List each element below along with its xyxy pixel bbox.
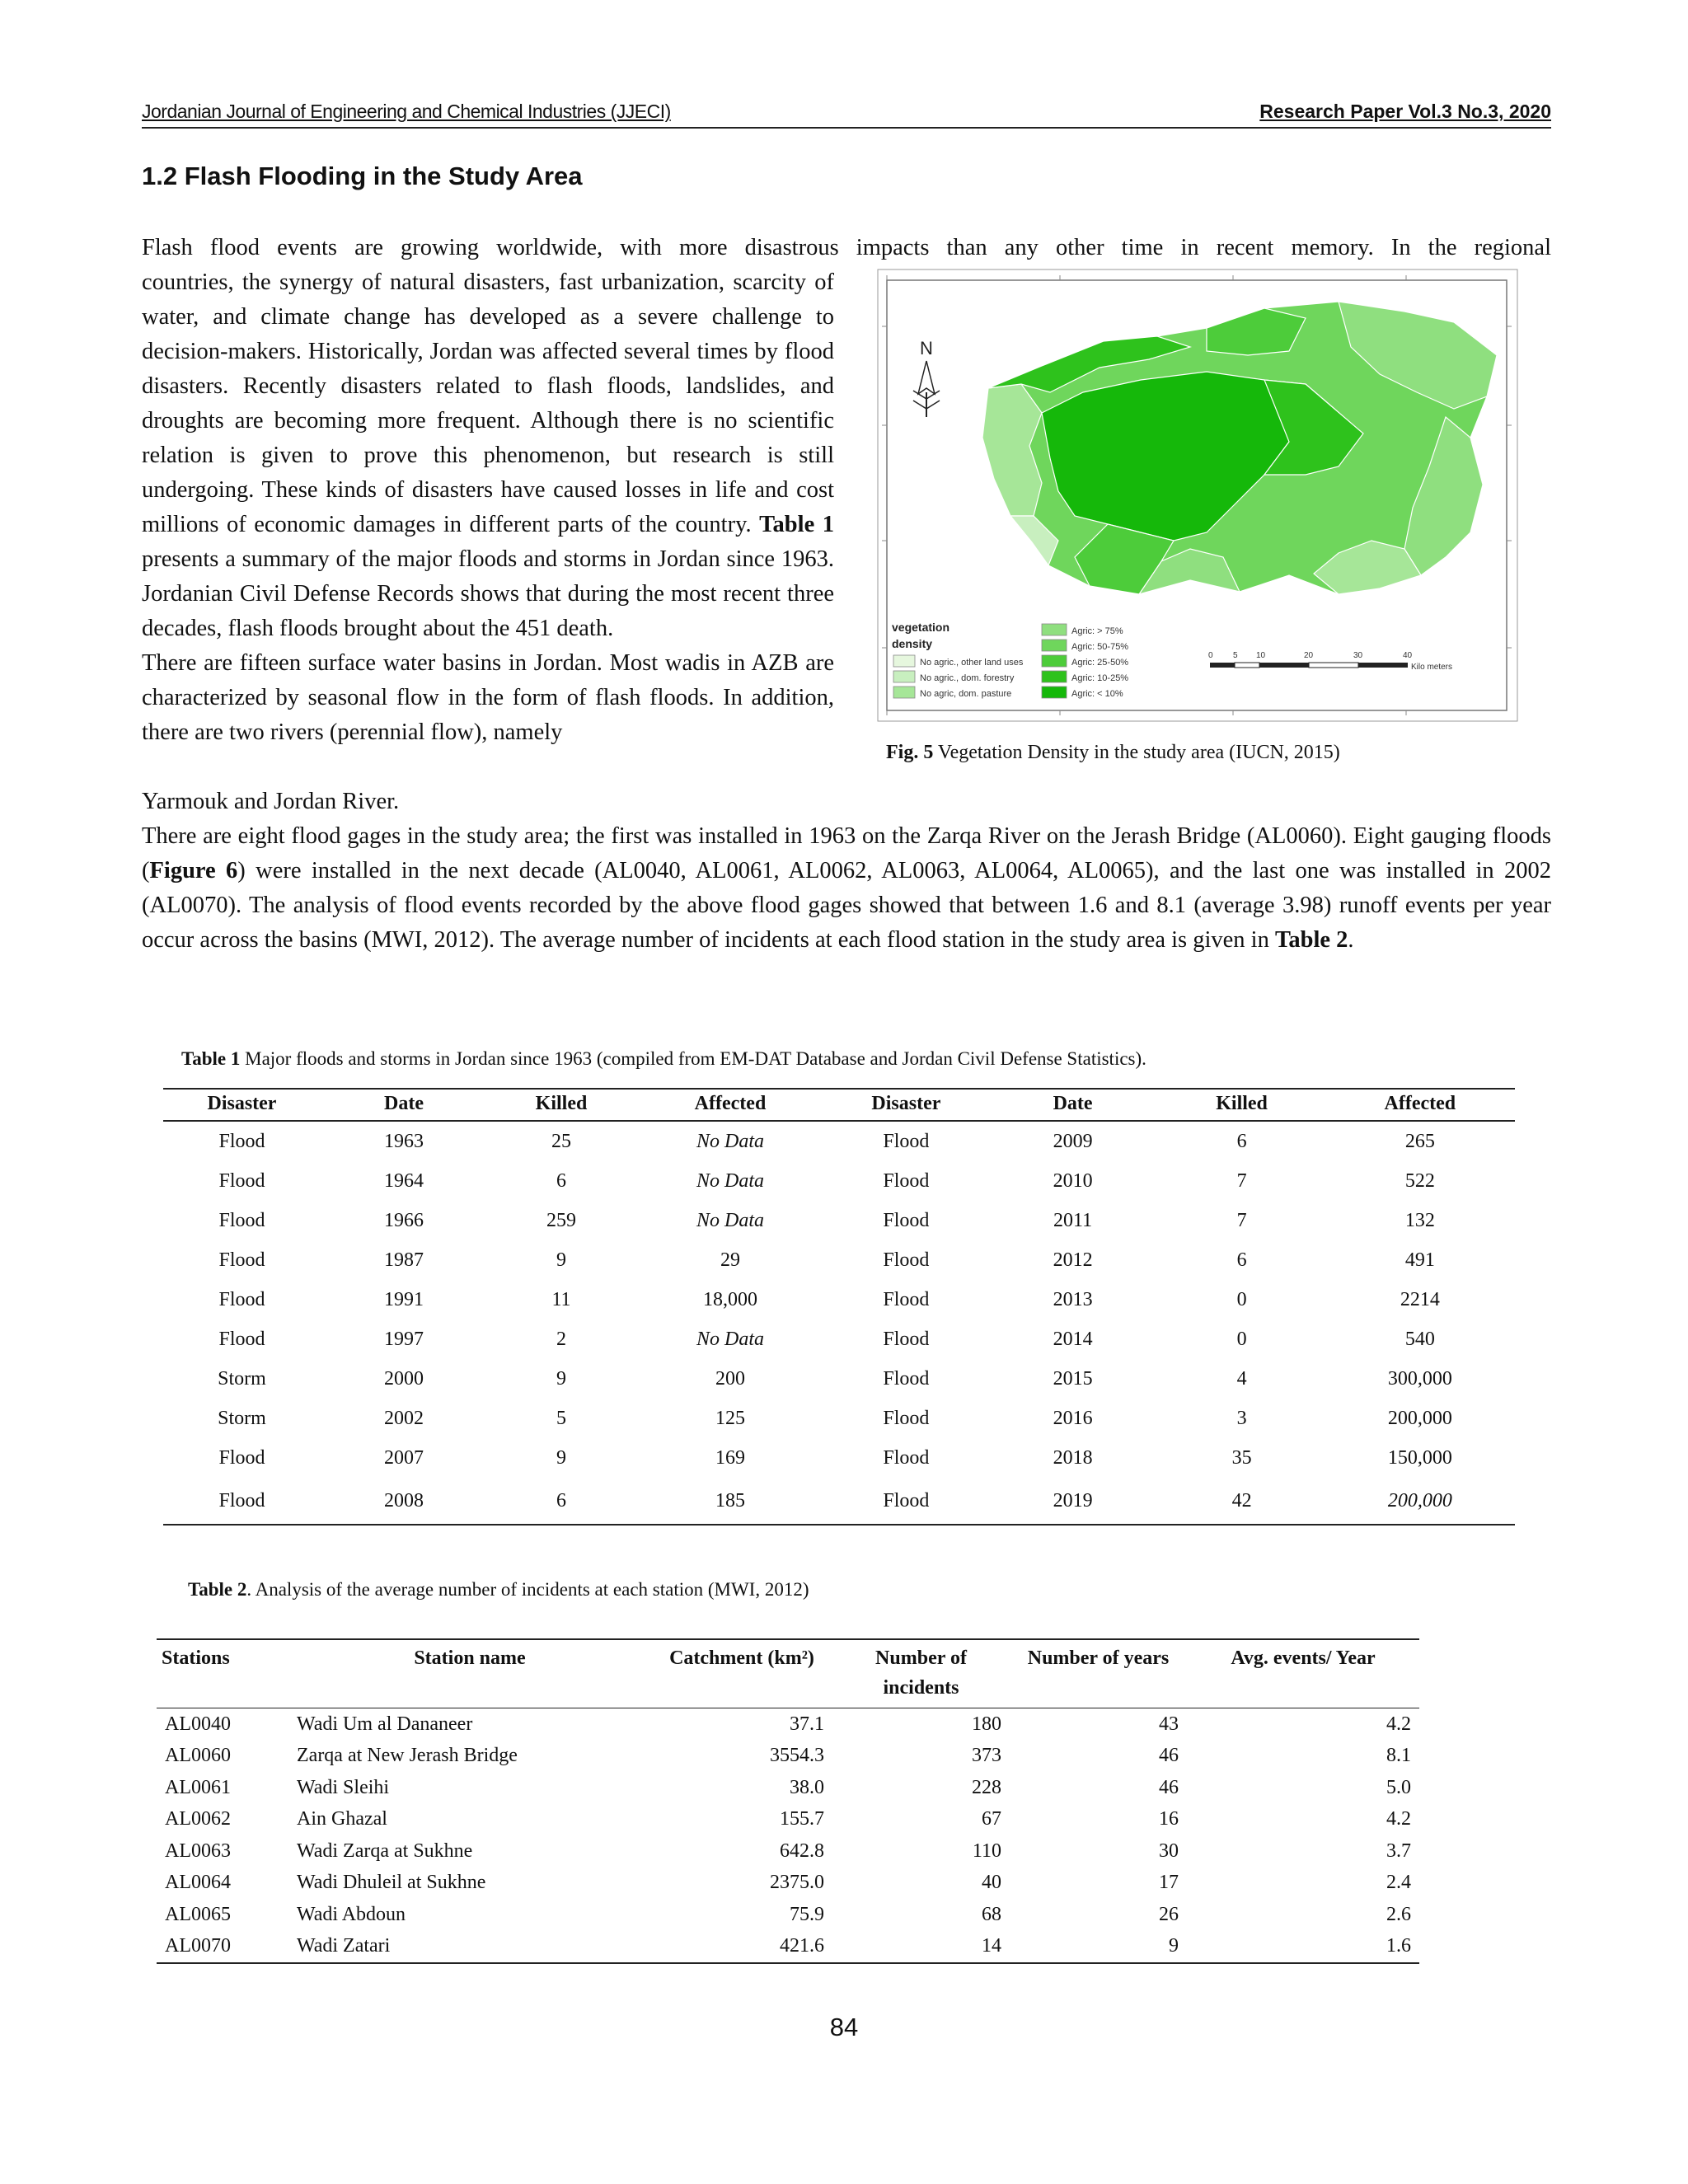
table-cell: Zarqa at New Jerash Bridge	[297, 1745, 518, 1767]
table-cell: 3.7	[1386, 1840, 1411, 1862]
table-row	[163, 1240, 1515, 1280]
table-cell: 200,000	[1387, 1407, 1452, 1429]
table-cell: Flood	[883, 1328, 930, 1350]
table-cell: 2015	[1053, 1367, 1093, 1390]
legend-right-1: Agric: 50-75%	[1071, 642, 1129, 652]
table-cell: 132	[1404, 1209, 1435, 1231]
paragraph-1-wrapped	[142, 265, 834, 750]
table-cell: 16	[1159, 1808, 1179, 1830]
table-cell: 125	[715, 1407, 745, 1429]
table-row	[157, 1772, 1419, 1804]
table-cell: No Data	[696, 1130, 764, 1152]
table-cell: 2010	[1053, 1169, 1093, 1192]
paragraph-2-text-a: There are eight flood gages in the study area; the first was installed in 1963 on the Zarqa River on the Jerash Bridge (AL0060). Eight gauging floods (	[142, 823, 1551, 883]
table-cell: Ain Ghazal	[297, 1808, 387, 1830]
table-cell: 4.2	[1386, 1808, 1411, 1830]
table-cell: 522	[1404, 1169, 1435, 1192]
table-cell: 3554.3	[770, 1745, 824, 1767]
table-cell: 228	[972, 1776, 1001, 1798]
table-2-header-row	[157, 1639, 1419, 1708]
table-cell: 2014	[1053, 1328, 1093, 1350]
table-1-caption-text: Major floods and storms in Jordan since 1963 (compiled from EM-DAT Database and Jordan Civil Defense Statistics).	[240, 1048, 1146, 1069]
table-cell: 26	[1159, 1903, 1179, 1925]
table-cell: Wadi Dhuleil at Sukhne	[297, 1872, 486, 1894]
table-cell: Flood	[218, 1288, 265, 1310]
paragraph-2-text-b: ) were installed in the next decade (AL0040, AL0061, AL0062, AL0063, AL0064, AL0065), and the last one was installed in 2002 (AL0070). The analysis of flood events recorded by the above flood gages showed that between 1.6 and 8.1 (average 3.98) runoff events per year occur across the basins (MWI, 2012). The average number of incidents at each flood station in the study area is given in	[142, 858, 1551, 953]
table-cell: 4	[1236, 1367, 1247, 1390]
page-header	[142, 97, 1551, 129]
table-cell: AL0063	[165, 1840, 231, 1862]
table-cell: Flood	[218, 1169, 265, 1192]
table-cell: Wadi Zatari	[288, 1931, 651, 1964]
table-cell: 180	[972, 1713, 1001, 1735]
table-cell: 3	[1236, 1407, 1247, 1429]
table-2-header: Number of years	[1010, 1639, 1187, 1708]
table-cell: 25	[551, 1130, 571, 1152]
table-cell: 2375.0	[770, 1872, 824, 1894]
legend-left-0: No agric., other land uses	[920, 658, 1024, 668]
table-2-header: Station name	[288, 1639, 651, 1708]
table-cell: Flood	[883, 1288, 930, 1310]
table-cell: 9	[1010, 1931, 1187, 1964]
table-1-caption	[181, 1048, 1146, 1070]
figure-5-label: Fig. 5	[886, 742, 934, 763]
table-cell: 11	[551, 1288, 571, 1310]
page-number: 84	[829, 2013, 859, 2041]
section-title: 1.2 Flash Flooding in the Study Area	[142, 162, 583, 190]
table-cell: 67	[982, 1808, 1001, 1830]
table-cell: 9	[556, 1446, 566, 1469]
table-cell: 1987	[384, 1249, 424, 1271]
table-cell: 2008	[321, 1478, 487, 1525]
table-cell: 373	[972, 1745, 1001, 1767]
table-cell: AL0040	[165, 1713, 231, 1735]
table-cell: Storm	[218, 1367, 266, 1390]
table-row	[163, 1280, 1515, 1319]
table-cell: AL0064	[165, 1872, 231, 1894]
table-cell: 2011	[1053, 1209, 1093, 1231]
table-cell: 1963	[384, 1130, 424, 1152]
table-cell: 2002	[384, 1407, 424, 1429]
table-cell: Flood	[883, 1249, 930, 1271]
volume-info: Research Paper Vol.3 No.3, 2020	[1259, 101, 1551, 122]
table-2-caption-text: . Analysis of the average number of incidents at each station (MWI, 2012)	[246, 1579, 809, 1600]
table-1-header: Killed	[1158, 1089, 1325, 1121]
paragraph-1-tail: Yarmouk and Jordan River.	[142, 789, 400, 814]
table-row	[157, 1741, 1419, 1773]
table-cell: 259	[546, 1209, 576, 1231]
table-cell: 155.7	[780, 1808, 824, 1830]
table-cell: 14	[832, 1931, 1010, 1964]
table-2-reference[interactable]: Table 2	[1274, 927, 1348, 953]
vegetation-density-map	[877, 269, 1518, 722]
svg-text:5: 5	[1233, 651, 1238, 660]
table-1-header: Date	[987, 1089, 1159, 1121]
table-cell: 1.6	[1187, 1931, 1419, 1964]
table-cell: No Data	[696, 1209, 764, 1231]
table-cell: 150,000	[1387, 1446, 1452, 1469]
table-cell: 42	[1158, 1478, 1325, 1525]
table-cell: 2009	[1053, 1130, 1093, 1152]
table-row	[163, 1359, 1515, 1399]
legend-right-2: Agric: 25-50%	[1071, 658, 1129, 668]
table-row	[157, 1899, 1419, 1931]
table-2-header: Number of incidents	[832, 1639, 1010, 1708]
table-cell: Wadi Abdoun	[297, 1903, 406, 1925]
table-cell: Flood	[883, 1407, 930, 1429]
table-cell: Flood	[883, 1130, 930, 1152]
table-cell: 2	[556, 1328, 566, 1350]
table-cell: Flood	[218, 1328, 265, 1350]
table-2-header: Catchment (km²)	[651, 1639, 832, 1708]
legend-left-1: No agric., dom. forestry	[920, 673, 1015, 683]
table-cell: AL0060	[165, 1745, 231, 1767]
table-2-label: Table 2	[188, 1579, 247, 1600]
table-row	[157, 1804, 1419, 1836]
journal-name: Jordanian Journal of Engineering and Chemical Industries (JJECI)	[142, 101, 671, 122]
table-cell: 35	[1231, 1446, 1252, 1469]
table-cell: 17	[1159, 1872, 1179, 1894]
legend-title-1: vegetation	[892, 621, 950, 634]
table-cell: 540	[1404, 1328, 1435, 1350]
table-row	[157, 1835, 1419, 1868]
table-cell: Flood	[218, 1249, 265, 1271]
table-cell: 642.8	[780, 1840, 824, 1862]
table-row	[163, 1478, 1515, 1525]
svg-text:30: 30	[1353, 651, 1363, 660]
table-cell: Flood	[218, 1209, 265, 1231]
table-cell: 0	[1236, 1328, 1247, 1350]
table-cell: 169	[715, 1446, 745, 1469]
table-cell: 4.2	[1386, 1713, 1411, 1735]
table-cell: 46	[1159, 1776, 1179, 1798]
table-cell: 68	[982, 1903, 1001, 1925]
table-row	[163, 1161, 1515, 1201]
svg-text:Kilo meters: Kilo meters	[1411, 663, 1453, 672]
table-cell: Flood	[883, 1169, 930, 1192]
table-cell: 2013	[1053, 1288, 1093, 1310]
table-cell: 2007	[384, 1446, 424, 1469]
table-row	[157, 1931, 1419, 1964]
table-row	[157, 1868, 1419, 1900]
table-cell: 0	[1236, 1288, 1247, 1310]
north-label: N	[920, 338, 933, 359]
table-row	[163, 1399, 1515, 1438]
table-cell: 40	[982, 1872, 1001, 1894]
svg-text:40: 40	[1403, 651, 1413, 660]
table-cell: 2012	[1053, 1249, 1093, 1271]
table-cell: 37.1	[790, 1713, 824, 1735]
table-1-reference[interactable]: Table 1	[759, 512, 835, 537]
table-cell: AL0062	[165, 1808, 231, 1830]
table-row	[163, 1319, 1515, 1359]
table-row	[163, 1438, 1515, 1478]
table-cell: 30	[1159, 1840, 1179, 1862]
table-cell: AL0070	[157, 1931, 288, 1964]
table-cell: 5.0	[1386, 1776, 1411, 1798]
table-cell: 2.4	[1386, 1872, 1411, 1894]
figure-5-caption-text: Vegetation Density in the study area (IUCN, 2015)	[933, 742, 1340, 763]
table-cell: 6	[1236, 1249, 1247, 1271]
legend-left-2: No agric, dom. pasture	[920, 689, 1012, 699]
table-cell: AL0065	[165, 1903, 231, 1925]
table-1-label: Table 1	[181, 1048, 241, 1069]
table-row	[157, 1708, 1419, 1741]
table-cell: 38.0	[790, 1776, 824, 1798]
table-cell: 2016	[1053, 1407, 1093, 1429]
table-1-header: Disaster	[825, 1089, 987, 1121]
svg-text:0: 0	[1208, 651, 1213, 660]
table-cell: 29	[720, 1249, 740, 1271]
table-row	[163, 1121, 1515, 1161]
table-row	[163, 1201, 1515, 1240]
table-1-floods	[163, 1088, 1515, 1526]
table-1-header: Affected	[1325, 1089, 1515, 1121]
table-cell: 7	[1236, 1169, 1247, 1192]
figure-6-reference[interactable]: Figure 6	[149, 858, 238, 883]
table-cell: Flood	[883, 1367, 930, 1390]
table-cell: 18,000	[702, 1288, 757, 1310]
table-2-header: Avg. events/ Year	[1187, 1639, 1419, 1708]
paragraph-2-text-c: .	[1348, 927, 1354, 953]
table-2-header: Stations	[157, 1639, 288, 1708]
paragraph-1-text-a: countries, the synergy of natural disasters, fast urbanization, scarcity of water, and climate change has developed as a severe challenge to decision-makers. Historically, Jordan was affected several times by flood disasters. Recently disasters related to flash floods, landslides, and droughts are becoming more frequent. Although there is no scientific relation is given to prove this phenomenon, but research is still undergoing. These kinds of disasters have caused losses in life and cost millions of economic damages in different parts of the country.	[142, 269, 834, 537]
table-cell: 2000	[384, 1367, 424, 1390]
table-cell: 200	[715, 1367, 745, 1390]
table-cell: 2.6	[1386, 1903, 1411, 1925]
legend-right-0: Agric: > 75%	[1071, 626, 1123, 636]
table-cell: Flood	[163, 1478, 321, 1525]
table-cell: No Data	[696, 1169, 764, 1192]
table-cell: 46	[1159, 1745, 1179, 1767]
table-cell: 1991	[384, 1288, 424, 1310]
legend-right-4: Agric: < 10%	[1071, 689, 1123, 699]
table-cell: 6	[1236, 1130, 1247, 1152]
table-cell: AL0061	[165, 1776, 231, 1798]
svg-text:10: 10	[1256, 651, 1266, 660]
table-cell: 110	[972, 1840, 1001, 1862]
table-cell: Storm	[218, 1407, 266, 1429]
table-cell: 9	[556, 1249, 566, 1271]
table-cell: Flood	[218, 1446, 265, 1469]
table-2-caption	[188, 1579, 809, 1601]
table-cell: Flood	[218, 1130, 265, 1152]
table-cell: 1966	[384, 1209, 424, 1231]
table-cell: 1997	[384, 1328, 424, 1350]
table-cell: 9	[556, 1367, 566, 1390]
paragraph-1-text-c: There are fifteen surface water basins in Jordan. Most wadis in AZB are characterized by seasonal flow in the form of flash floods. In addition, there are two rivers (perennial flow), namely	[142, 650, 834, 745]
legend-title-2: density	[892, 637, 933, 650]
figure-5-caption	[886, 742, 1340, 764]
table-cell: 491	[1404, 1249, 1435, 1271]
table-cell: Wadi Sleihi	[297, 1776, 390, 1798]
table-cell: Wadi Um al Dananeer	[297, 1713, 473, 1735]
table-cell: 300,000	[1387, 1367, 1452, 1390]
table-cell: 43	[1159, 1713, 1179, 1735]
table-1-header: Date	[321, 1089, 487, 1121]
paragraph-2	[142, 819, 1551, 958]
paragraph-1-text-b: presents a summary of the major floods and storms in Jordan since 1963. Jordanian Civil Defense Records shows that during the most recent three decades, flash floods brought about the 451 death.	[142, 546, 834, 641]
table-cell: 421.6	[651, 1931, 832, 1964]
table-cell: Flood	[883, 1446, 930, 1469]
table-cell: 8.1	[1386, 1745, 1411, 1767]
table-2-stations	[157, 1638, 1419, 1964]
table-cell: No Data	[696, 1328, 764, 1350]
table-cell: 2019	[987, 1478, 1159, 1525]
paragraph-1-first-line: Flash flood events are growing worldwide, with more disastrous impacts than any other time in recent memory. In the regional	[142, 235, 1551, 260]
table-cell: 185	[635, 1478, 825, 1525]
table-cell: 2214	[1400, 1288, 1440, 1310]
table-cell: Flood	[883, 1209, 930, 1231]
table-cell: 6	[487, 1478, 635, 1525]
table-1-header-row	[163, 1089, 1515, 1121]
svg-text:20: 20	[1304, 651, 1314, 660]
table-cell: Wadi Zarqa at Sukhne	[297, 1840, 473, 1862]
table-cell: 2018	[1053, 1446, 1093, 1469]
table-cell: 200,000	[1325, 1478, 1515, 1525]
table-1-header: Killed	[487, 1089, 635, 1121]
table-cell: Flood	[825, 1478, 987, 1525]
table-cell: 7	[1236, 1209, 1247, 1231]
table-cell: 5	[556, 1407, 566, 1429]
table-1-header: Affected	[635, 1089, 825, 1121]
table-cell: 1964	[384, 1169, 424, 1192]
table-1-header: Disaster	[163, 1089, 321, 1121]
table-cell: 265	[1404, 1130, 1435, 1152]
table-cell: 6	[556, 1169, 566, 1192]
legend-right-3: Agric: 10-25%	[1071, 673, 1129, 683]
table-cell: 75.9	[790, 1903, 824, 1925]
